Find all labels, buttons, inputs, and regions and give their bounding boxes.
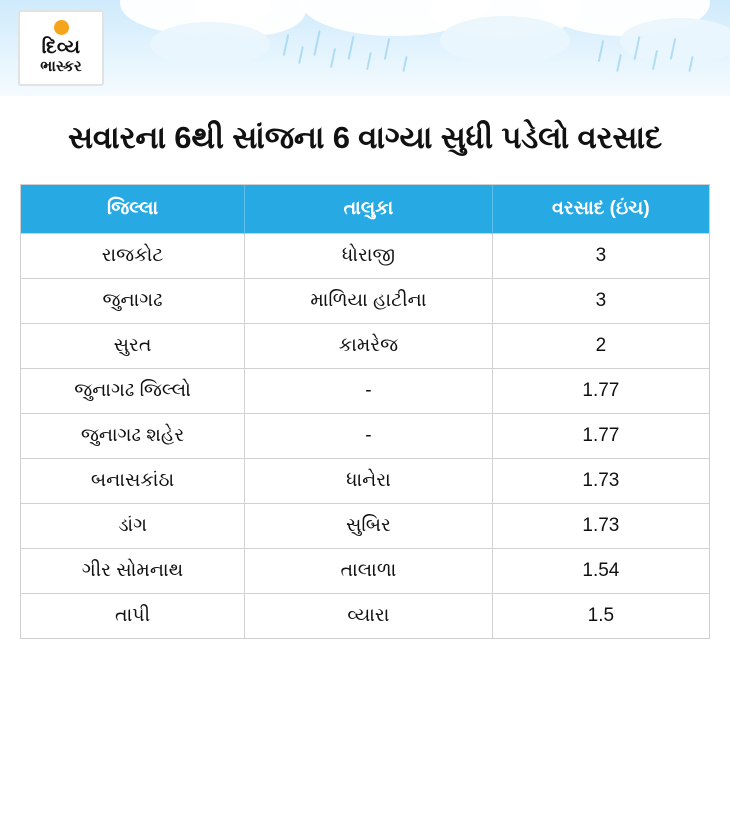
table-header-row <box>21 185 709 234</box>
cell-rainfall: 1.5 <box>492 594 709 639</box>
logo-line-2: ભાસ્કર <box>40 58 82 76</box>
table-row <box>21 324 709 369</box>
table-row <box>21 279 709 324</box>
cell-rainfall: 1.73 <box>492 459 709 504</box>
cell-rainfall: 1.73 <box>492 504 709 549</box>
table-body <box>21 234 709 639</box>
cell-taluka: - <box>245 369 493 414</box>
cell-district: ડાંગ <box>21 504 245 549</box>
rain-drop-icon <box>366 52 372 70</box>
cell-rainfall: 3 <box>492 279 709 324</box>
cell-rainfall: 1.77 <box>492 369 709 414</box>
cell-district: બનાસકાંઠા <box>21 459 245 504</box>
cell-rainfall: 1.54 <box>492 549 709 594</box>
cell-district: જુનાગઢ શહેર <box>21 414 245 459</box>
column-header-rainfall: વરસાદ (ઇંચ) <box>492 185 709 234</box>
cell-rainfall: 3 <box>492 234 709 279</box>
rain-drop-icon <box>402 56 407 72</box>
cell-district: તાપી <box>21 594 245 639</box>
table-row <box>21 369 709 414</box>
table-row <box>21 234 709 279</box>
cell-taluka: કામરેજ <box>245 324 493 369</box>
cell-taluka: ધાનેરા <box>245 459 493 504</box>
cell-taluka: - <box>245 414 493 459</box>
cell-taluka: તાલાળા <box>245 549 493 594</box>
cell-taluka: માળિયા હાટીના <box>245 279 493 324</box>
cell-district: જુનાગઢ <box>21 279 245 324</box>
rain-drop-icon <box>348 36 355 60</box>
rain-drop-icon <box>283 34 290 56</box>
rain-drop-icon <box>598 40 605 62</box>
page-title: સવારના 6થી સાંજના 6 વાગ્યા સુધી પડેલો વરસાદ <box>67 120 663 155</box>
column-header-taluka: તાલુકા <box>245 185 493 234</box>
table-row <box>21 414 709 459</box>
cloud-shape <box>150 22 270 66</box>
sun-icon <box>54 20 69 35</box>
cell-taluka: સુબિર <box>245 504 493 549</box>
divya-bhaskar-logo <box>18 10 104 86</box>
cell-district: સુરત <box>21 324 245 369</box>
rain-drop-icon <box>330 48 336 68</box>
rain-drop-icon <box>616 54 622 72</box>
cell-taluka: વ્યારા <box>245 594 493 639</box>
rain-drop-icon <box>384 38 391 60</box>
cell-taluka: ધોરાજી <box>245 234 493 279</box>
rain-drop-icon <box>313 30 320 56</box>
rainfall-table <box>20 184 710 639</box>
cell-district: જુનાગઢ જિલ્લો <box>21 369 245 414</box>
table-row <box>21 504 709 549</box>
cloud-shape <box>440 16 570 64</box>
sky-banner <box>0 0 730 96</box>
cell-rainfall: 1.77 <box>492 414 709 459</box>
cell-rainfall: 2 <box>492 324 709 369</box>
logo-line-1: દિવ્ય <box>41 37 81 59</box>
rain-drop-icon <box>298 46 304 64</box>
table-row <box>21 594 709 639</box>
cell-district: રાજકોટ <box>21 234 245 279</box>
column-header-district: જિલ્લા <box>21 185 245 234</box>
cell-district: ગીર સોમનાથ <box>21 549 245 594</box>
table-row <box>21 459 709 504</box>
title-section <box>0 96 730 160</box>
table-row <box>21 549 709 594</box>
